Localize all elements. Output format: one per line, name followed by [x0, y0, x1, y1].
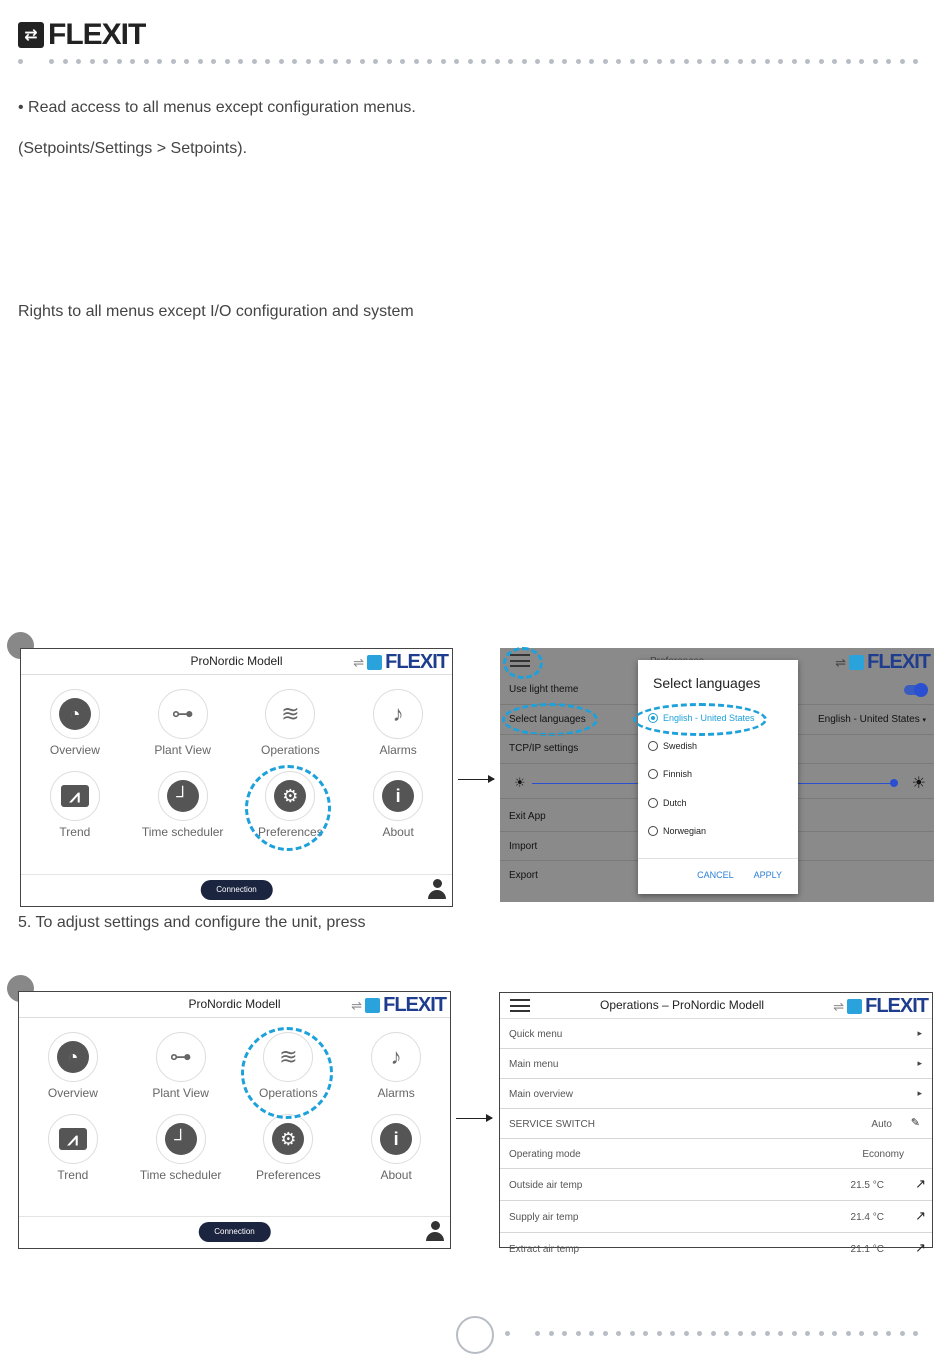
divider-dot: [400, 59, 405, 64]
option-label: Dutch: [663, 798, 687, 808]
divider-dot: [724, 1331, 729, 1336]
row-label: Outside air temp: [509, 1180, 583, 1191]
highlight-select-languages: [502, 703, 598, 736]
tile-label: Operations: [259, 1086, 318, 1100]
row-label: Operating mode: [509, 1149, 581, 1160]
tile-preferences[interactable]: [235, 1114, 343, 1182]
preferences-screen: [500, 648, 934, 902]
divider-dot: [859, 1331, 864, 1336]
menu-grid: [19, 1032, 450, 1182]
tile-plant-view[interactable]: [129, 689, 237, 757]
divider-dot: [252, 59, 257, 64]
info-icon: i: [380, 1123, 412, 1155]
operations-screen: [499, 992, 933, 1255]
divider-dot: [225, 59, 230, 64]
option-label: English - United States: [663, 713, 755, 723]
divider-dot: [792, 1331, 797, 1336]
flexit-brand: [835, 651, 930, 674]
flexit-square-icon: [849, 655, 864, 670]
divider-dot: [505, 1331, 510, 1336]
divider-dot: [751, 59, 756, 64]
divider-dot: [832, 1331, 837, 1336]
divider-dot: [846, 59, 851, 64]
gear-icon: ⚙: [274, 780, 306, 812]
step-5-text: 5. To adjust settings and configure the unit, press: [18, 914, 366, 931]
divider-dot: [130, 59, 135, 64]
row-value: 21.4 °C: [850, 1212, 884, 1223]
divider-dot: [616, 59, 621, 64]
gauge-icon: ◔: [57, 1041, 89, 1073]
divider-dot: [643, 1331, 648, 1336]
highlight-operations: [241, 1027, 333, 1119]
menu-grid: [21, 689, 452, 839]
divider-dot: [454, 59, 459, 64]
arrow-right-icon: [458, 779, 494, 780]
divider-dot: [198, 59, 203, 64]
divider-dot: [805, 59, 810, 64]
arrows-icon: ⇌: [833, 998, 845, 1014]
row-value: 21.5 °C: [850, 1180, 884, 1191]
option-finnish[interactable]: [648, 769, 692, 779]
bottom-bar: [21, 874, 452, 906]
divider-dot: [238, 59, 243, 64]
title-bar: [500, 993, 932, 1019]
tile-label: Time scheduler: [141, 825, 224, 839]
divider-dot: [306, 59, 311, 64]
divider-dot: [576, 1331, 581, 1336]
trend-icon[interactable]: ↗: [915, 1208, 926, 1223]
divider-dot: [792, 59, 797, 64]
divider-dot: [657, 1331, 662, 1336]
row-import[interactable]: Import: [509, 841, 538, 852]
divider-dot: [616, 1331, 621, 1336]
row-select-languages[interactable]: Select languages: [509, 714, 586, 725]
row-supply-air-temp[interactable]: [500, 1201, 932, 1233]
option-label: Finnish: [663, 769, 693, 779]
row-light-theme[interactable]: Use light theme: [509, 684, 579, 695]
row-label: Extract air temp: [509, 1244, 580, 1255]
cancel-button[interactable]: CANCEL: [697, 870, 734, 880]
divider-dot: [711, 1331, 716, 1336]
pencil-icon[interactable]: ✎: [910, 1117, 920, 1129]
divider-dot: [562, 1331, 567, 1336]
divider-dot: [778, 1331, 783, 1336]
divider-dot: [441, 59, 446, 64]
divider-dot: [765, 1331, 770, 1336]
tile-time-scheduler[interactable]: [129, 771, 237, 839]
tile-label: Trend: [57, 1168, 89, 1182]
tile-time-scheduler[interactable]: [127, 1114, 235, 1182]
divider-dot: [778, 59, 783, 64]
tile-operations[interactable]: [237, 689, 345, 757]
paragraph-setpoints: (Setpoints/Settings > Setpoints).: [18, 140, 248, 157]
arrow-right-icon: [456, 1118, 492, 1119]
chevron-right-icon: ▸: [917, 1058, 922, 1068]
bell-icon: ♪: [390, 1044, 402, 1069]
caret-down-icon: ▾: [922, 717, 926, 724]
divider-dot: [603, 1331, 608, 1336]
flexit-brand: [833, 995, 928, 1018]
layers-icon: ≋: [281, 701, 300, 726]
user-icon[interactable]: [428, 879, 446, 901]
divider-dot: [819, 1331, 824, 1336]
divider-dot: [373, 59, 378, 64]
divider-dot: [576, 59, 581, 64]
brightness-low-icon: ☀: [514, 775, 526, 790]
title-bar: [21, 649, 452, 675]
divider-dot: [900, 1331, 905, 1336]
radio-icon: [648, 798, 658, 808]
divider-dot: [18, 59, 23, 64]
tile-alarms[interactable]: [342, 1032, 450, 1100]
divider-dot: [265, 59, 270, 64]
plant-view-icon: ⊶: [171, 701, 194, 726]
tile-label: Overview: [47, 1086, 98, 1100]
divider-dot: [63, 59, 68, 64]
divider-dot: [495, 59, 500, 64]
trend-icon[interactable]: ↗: [915, 1176, 926, 1191]
divider-dot: [913, 1331, 918, 1336]
row-value: 21.1 °C: [850, 1244, 884, 1255]
brand-text: FLEXIT: [385, 651, 448, 673]
radio-icon: [648, 741, 658, 751]
divider-dot: [319, 59, 324, 64]
trend-chart-icon: ⩘: [61, 785, 89, 807]
divider-dot: [738, 59, 743, 64]
divider-dot: [846, 1331, 851, 1336]
language-dialog: [638, 660, 798, 894]
divider-dot: [630, 1331, 635, 1336]
row-label: Supply air temp: [509, 1212, 579, 1223]
divider-dot: [643, 59, 648, 64]
divider-dot: [103, 59, 108, 64]
row-label: SERVICE SWITCH: [509, 1119, 595, 1130]
divider-dot: [171, 59, 176, 64]
divider-dot: [549, 59, 554, 64]
trend-chart-icon: ⩘: [59, 1128, 87, 1150]
connection-button[interactable]: Connection: [200, 880, 272, 900]
tile-about[interactable]: [342, 1114, 450, 1182]
row-extract-air-temp[interactable]: [500, 1233, 932, 1263]
divider-dot: [819, 59, 824, 64]
tile-alarms[interactable]: [344, 689, 452, 757]
divider-dot: [670, 59, 675, 64]
divider-dot: [670, 1331, 675, 1336]
brightness-high-icon: ☀: [911, 775, 926, 792]
divider-dot: [535, 59, 540, 64]
tile-trend[interactable]: [21, 771, 129, 839]
tile-overview[interactable]: [19, 1032, 127, 1100]
home-screen-1: [20, 648, 453, 907]
option-swedish[interactable]: [648, 741, 697, 751]
divider-dot: [535, 1331, 540, 1336]
row-value: Auto: [871, 1119, 892, 1130]
flexit-logo: [18, 18, 145, 52]
divider-dot: [387, 59, 392, 64]
arrows-icon: ⇌: [351, 997, 363, 1013]
flexit-square-icon: [367, 655, 382, 670]
flexit-logo-icon: ⇄: [18, 22, 44, 48]
gauge-icon: ◔: [59, 698, 91, 730]
chevron-right-icon: ▸: [917, 1028, 922, 1038]
connection-button[interactable]: Connection: [198, 1222, 270, 1242]
divider-dot: [873, 1331, 878, 1336]
divider-dot: [589, 1331, 594, 1336]
divider-dot: [157, 59, 162, 64]
tile-label: Plant View: [152, 1086, 209, 1100]
divider-dot: [117, 59, 122, 64]
highlight-hamburger: [503, 647, 543, 679]
divider-dot: [805, 1331, 810, 1336]
gear-icon: ⚙: [272, 1123, 304, 1155]
tile-label: Overview: [49, 743, 100, 757]
divider-dot: [589, 59, 594, 64]
trend-icon[interactable]: ↗: [915, 1240, 926, 1255]
row-exit-app[interactable]: Exit App: [509, 811, 546, 822]
radio-icon: [648, 826, 658, 836]
title-bar: [19, 992, 450, 1018]
dialog-title: Select languages: [653, 675, 761, 691]
radio-icon: [648, 769, 658, 779]
tile-label: Preferences: [256, 1168, 321, 1182]
row-label: Main overview: [509, 1089, 573, 1100]
divider-dot: [738, 1331, 743, 1336]
info-icon: i: [382, 780, 414, 812]
user-icon[interactable]: [426, 1221, 444, 1243]
divider-dot: [76, 59, 81, 64]
tile-label: About: [382, 825, 414, 839]
flexit-square-icon: [847, 999, 862, 1014]
divider-dot: [468, 59, 473, 64]
plant-view-icon: ⊶: [169, 1044, 192, 1069]
flexit-brand: [353, 651, 448, 674]
flexit-brand: [351, 994, 446, 1017]
row-service-switch[interactable]: [500, 1109, 932, 1139]
divider-dot: [873, 59, 878, 64]
divider-dot: [886, 1331, 891, 1336]
divider-dot: [657, 59, 662, 64]
screen-title: ProNordic Modell: [188, 997, 281, 1011]
tile-label: Alarms: [379, 743, 417, 757]
divider-dot: [832, 59, 837, 64]
divider-dot: [630, 59, 635, 64]
slider-handle[interactable]: [890, 779, 898, 787]
divider-dot: [886, 59, 891, 64]
row-label: Main menu: [509, 1059, 559, 1070]
row-label: Quick menu: [509, 1029, 563, 1040]
divider-dot: [603, 59, 608, 64]
arrows-icon: ⇌: [835, 654, 847, 670]
row-export[interactable]: Export: [509, 870, 538, 881]
tile-trend[interactable]: [19, 1114, 127, 1182]
chevron-right-icon: ▸: [917, 1088, 922, 1098]
tile-label: Alarms: [377, 1086, 415, 1100]
brand-text: FLEXIT: [865, 995, 928, 1017]
divider-dot: [90, 59, 95, 64]
home-screen-2: [18, 991, 451, 1249]
flexit-square-icon: [365, 998, 380, 1013]
divider-dot: [481, 59, 486, 64]
tile-label: Plant View: [154, 743, 211, 757]
language-value: English - United States: [817, 714, 920, 725]
divider-dot: [900, 59, 905, 64]
language-select[interactable]: [818, 714, 926, 725]
paragraph-read-access: • Read access to all menus except configuration menus.: [18, 99, 416, 116]
option-norwegian[interactable]: [648, 826, 706, 836]
highlight-english-option: [633, 703, 767, 736]
divider-dot: [522, 59, 527, 64]
row-operating-mode[interactable]: [500, 1139, 932, 1169]
divider-dot: [414, 59, 419, 64]
divider-dot: [184, 59, 189, 64]
layers-icon: ≋: [279, 1044, 298, 1069]
light-theme-toggle[interactable]: [904, 685, 926, 695]
tile-plant-view[interactable]: [127, 1032, 235, 1100]
hamburger-menu-icon[interactable]: [510, 999, 530, 1016]
divider-dot: [711, 59, 716, 64]
tile-label: Trend: [59, 825, 91, 839]
divider-dot: [724, 59, 729, 64]
divider-dot: [346, 59, 351, 64]
tile-about[interactable]: [344, 771, 452, 839]
divider-dot: [360, 59, 365, 64]
screen-title: Operations – ProNordic Modell: [600, 998, 765, 1012]
screen-title: ProNordic Modell: [190, 654, 283, 668]
divider-dot: [49, 59, 54, 64]
arrows-icon: ⇌: [353, 654, 365, 670]
divider-dot: [697, 59, 702, 64]
divider-dot: [684, 1331, 689, 1336]
row-main-overview[interactable]: [500, 1079, 932, 1109]
option-label: Norwegian: [663, 826, 707, 836]
divider-dot: [211, 59, 216, 64]
bell-icon: ♪: [392, 701, 404, 726]
row-value: Economy: [862, 1149, 904, 1160]
divider-dot: [697, 1331, 702, 1336]
divider-dot: [292, 59, 297, 64]
divider-dot: [751, 1331, 756, 1336]
divider-dot: [562, 59, 567, 64]
row-tcpip[interactable]: TCP/IP settings: [509, 743, 579, 754]
divider-dot: [549, 1331, 554, 1336]
dotted-divider: [505, 1330, 933, 1336]
divider-dot: [427, 59, 432, 64]
apply-button[interactable]: APPLY: [753, 870, 782, 880]
divider-dot: [913, 59, 918, 64]
option-dutch[interactable]: [648, 798, 687, 808]
divider-dot: [279, 59, 284, 64]
bottom-bar: [19, 1216, 450, 1248]
divider-dot: [859, 59, 864, 64]
clock-icon: ┘: [165, 1123, 197, 1155]
logo-text: FLEXIT: [48, 18, 146, 51]
highlight-preferences: [245, 765, 331, 851]
tile-overview[interactable]: [21, 689, 129, 757]
brand-text: FLEXIT: [383, 994, 446, 1016]
tile-label: Preferences: [258, 825, 323, 839]
row-quick-menu[interactable]: [500, 1019, 932, 1049]
page-number-circle: [456, 1316, 494, 1354]
row-outside-air-temp[interactable]: [500, 1169, 932, 1201]
divider-dot: [144, 59, 149, 64]
paragraph-rights: Rights to all menus except I/O configuration and system: [18, 303, 414, 320]
dialog-buttons: [697, 870, 782, 880]
divider-dot: [333, 59, 338, 64]
dotted-divider: [18, 58, 933, 64]
tile-label: About: [380, 1168, 412, 1182]
option-label: Swedish: [663, 741, 698, 751]
divider-dot: [765, 59, 770, 64]
clock-icon: ┘: [167, 780, 199, 812]
brand-text: FLEXIT: [867, 651, 930, 673]
divider-dot: [508, 59, 513, 64]
divider-dot: [684, 59, 689, 64]
tile-label: Operations: [261, 743, 320, 757]
row-main-menu[interactable]: [500, 1049, 932, 1079]
tile-label: Time scheduler: [139, 1168, 222, 1182]
